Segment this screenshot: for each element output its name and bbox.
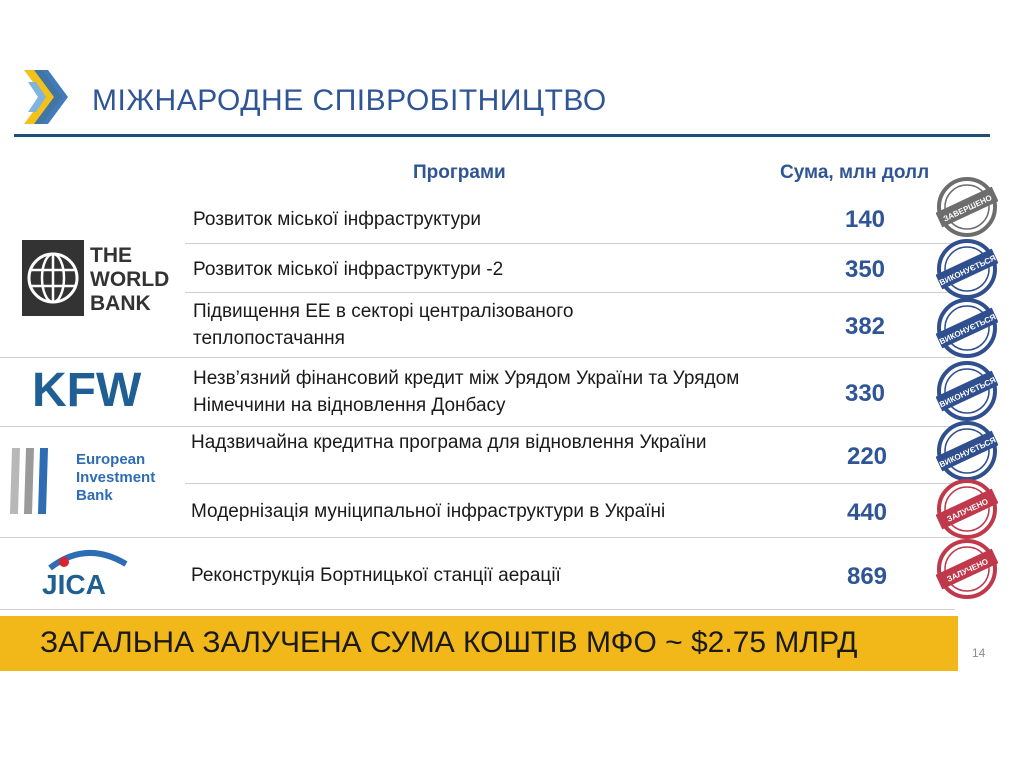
status-stamp	[936, 297, 998, 359]
row-divider	[185, 243, 955, 244]
world-bank-logo-line2: WORLD	[90, 268, 170, 291]
status-stamp-label: ВИКОНУЄТЬСЯ	[938, 435, 998, 470]
kfw-logo-text: KFW	[32, 364, 142, 412]
status-stamp	[936, 176, 998, 238]
status-stamp-icon	[936, 478, 998, 540]
program-name: Розвиток міської інфраструктури	[193, 209, 482, 230]
column-header-programs: Програми	[413, 162, 506, 183]
status-stamp-icon	[936, 238, 998, 300]
program-name: Розвиток міської інфраструктури -2	[193, 259, 504, 280]
status-stamp-icon	[936, 420, 998, 482]
eib-logo	[10, 448, 170, 514]
page-title: МІЖНАРОДНЕ СПІВРОБІТНИЦТВО	[92, 84, 607, 117]
title-divider	[14, 134, 990, 137]
column-header-amount: Сума, млн долл	[780, 162, 930, 183]
status-stamp	[936, 420, 998, 482]
world-bank-logo-line3: BANK	[90, 292, 151, 315]
status-stamp-label: ЗАЛУЧЕНО	[945, 556, 990, 584]
status-stamp-icon	[936, 538, 998, 600]
brand-logo-icon	[24, 68, 70, 126]
jica-logo-text: JICA	[42, 569, 106, 598]
eib-logo-line3: Bank	[76, 487, 113, 504]
row-divider	[185, 483, 955, 484]
status-stamp	[936, 238, 998, 300]
jica-logo	[40, 546, 132, 598]
program-amount: 440	[846, 499, 888, 526]
row-divider	[185, 292, 955, 293]
program-amount: 382	[844, 313, 886, 340]
eib-logo-line1: European	[76, 451, 146, 468]
program-amount: 350	[844, 256, 886, 283]
program-amount: 220	[846, 443, 888, 470]
status-stamp-label: ВИКОНУЄТЬСЯ	[938, 375, 998, 410]
row-divider	[0, 426, 955, 427]
status-stamp-label: ВИКОНУЄТЬСЯ	[938, 253, 998, 288]
status-stamp-icon	[936, 176, 998, 238]
program-amount: 330	[844, 380, 886, 407]
program-name: Незв’язний фінансовий кредит між Урядом України та Урядом Німеччини на відновлення Донбасу	[193, 368, 740, 416]
status-stamp	[936, 360, 998, 422]
world-bank-logo-line1: THE	[90, 244, 132, 267]
row-divider	[0, 609, 955, 610]
kfw-logo	[32, 362, 142, 412]
program-amount: 140	[844, 206, 886, 233]
world-bank-logo	[22, 240, 170, 316]
status-stamp-label: ВИКОНУЄТЬСЯ	[938, 312, 998, 347]
program-amount: 869	[846, 563, 888, 590]
status-stamp-icon	[936, 297, 998, 359]
program-name: Надзвичайна кредитна програма для відновлення України	[191, 432, 707, 453]
status-stamp-label: ЗАВЕРШЕНО	[941, 193, 994, 224]
page-number: 14	[972, 646, 986, 660]
eib-logo-line2: Investment	[76, 469, 156, 486]
row-divider	[0, 537, 955, 538]
status-stamp	[936, 538, 998, 600]
status-stamp-icon	[936, 360, 998, 422]
status-stamp-label: ЗАЛУЧЕНО	[945, 496, 990, 524]
program-name: Модернізація муніципальної інфраструктури в Україні	[191, 501, 666, 522]
total-banner-text: ЗАГАЛЬНА ЗАЛУЧЕНА СУМА КОШТІВ МФО ~ $2.75 МЛРД	[40, 626, 858, 659]
status-stamp	[936, 478, 998, 540]
program-name: Підвищення ЕЕ в секторі централізованого теплопостачання	[193, 301, 574, 349]
row-divider	[0, 357, 955, 358]
program-name: Реконструкція Бортницької станції аерації	[191, 565, 561, 586]
